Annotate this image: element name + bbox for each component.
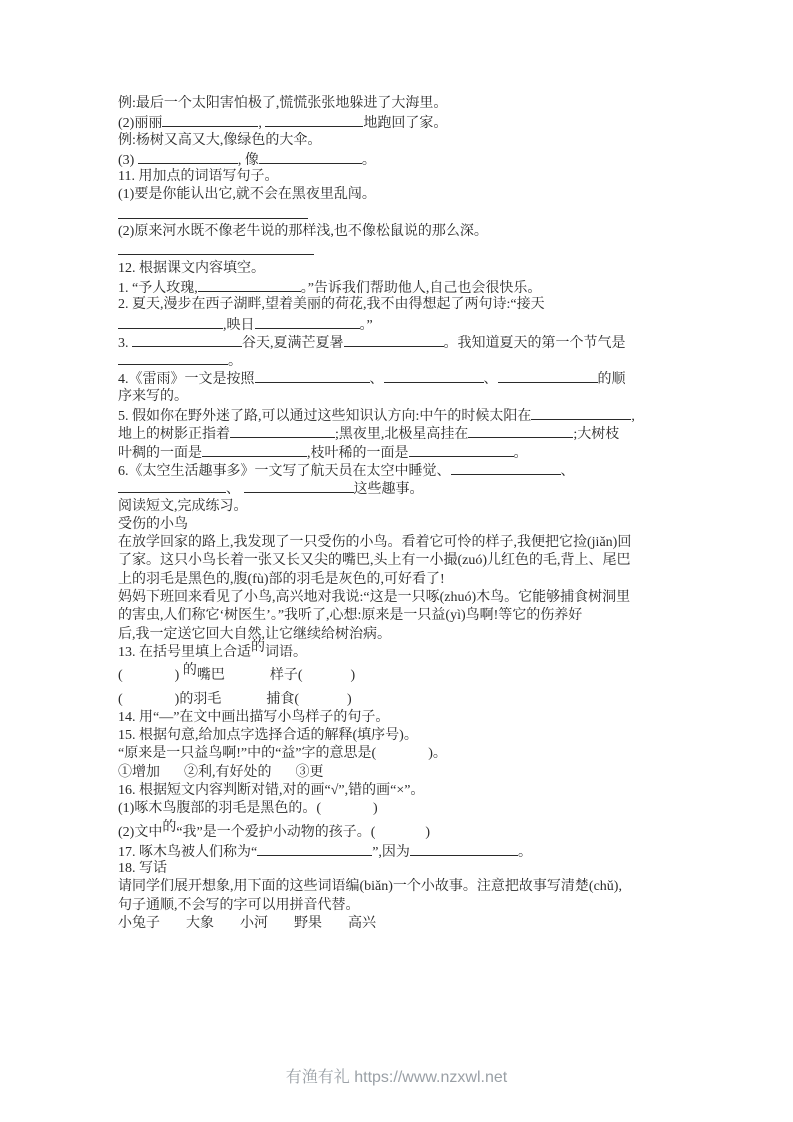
q13-heading <box>118 639 688 662</box>
doc-text: 14. 用“—”在文中画出描写小鸟样子的句子。 <box>118 709 390 725</box>
doc-text: 17. 啄木鸟被人们称为“ <box>118 844 258 860</box>
fill-in-blank-line <box>409 443 514 457</box>
fill-in-blank-line <box>118 205 308 219</box>
doc-text: 样子( <box>269 668 303 684</box>
doc-text: ) <box>174 668 183 684</box>
q12-item4-b <box>118 388 688 406</box>
doc-text: ) <box>347 691 352 707</box>
doc-text: 词语。 <box>265 644 307 660</box>
fill-in-blank-line <box>138 150 238 164</box>
doc-text: ( <box>118 691 123 707</box>
example-sentence-2 <box>118 132 688 150</box>
q18-word-list <box>118 915 688 933</box>
fill-in-blank-line <box>162 113 258 127</box>
footer-watermark <box>0 1064 793 1087</box>
q18-instruction-line1 <box>118 878 688 896</box>
doc-text: 嘴巴 <box>196 668 225 684</box>
doc-text: (2)原来河水既不像老牛说的那样浅,也不像松鼠说的那么深。 <box>118 224 488 240</box>
q11-item1-answer-line <box>118 205 688 223</box>
doc-text: ) <box>350 668 356 684</box>
fill-in-blank-line <box>451 461 561 475</box>
doc-text: (3) <box>118 152 138 168</box>
doc-text: “原来是一只益鸟啊!”中的“益”字的意思是( <box>118 746 377 762</box>
fill-in-blank-line <box>265 113 363 127</box>
doc-text: 句子通顺,不会写的字可以用拼音代替。 <box>118 897 360 913</box>
doc-text: 在放学回家的路上,我发现了一只受伤的小鸟。看着它可怜的样子,我便把它捡(jiǎn)回 <box>118 535 632 551</box>
doc-text: 地跑回了家。 <box>363 116 448 132</box>
q12-item6-b <box>118 479 688 497</box>
q12-item5-c <box>118 443 688 461</box>
fill-in-blank-line <box>118 351 228 365</box>
q11-item1 <box>118 186 688 204</box>
doc-text: 。”告诉我们帮助他人,自己也会很快乐。 <box>300 280 542 296</box>
doc-text: 16. 根据短文内容判断对错,对的画“√”,错的画“×”。 <box>118 782 425 798</box>
doc-text: 大象 <box>186 916 214 932</box>
watermark-text: 有渔有礼 https://www.nzxwl.net <box>285 1069 508 1086</box>
doc-text: (1)啄木鸟腹部的羽毛是黑色的。( <box>118 801 321 817</box>
doc-text: 、 <box>226 482 244 498</box>
fill-in-blank-line <box>531 406 631 420</box>
q12-item3-b <box>118 351 688 369</box>
doc-text: (2)丽丽 <box>118 116 163 132</box>
doc-text: ,映日 <box>223 317 255 333</box>
q10-item2 <box>118 113 688 131</box>
q14-heading <box>118 709 688 727</box>
q18-heading <box>118 860 688 878</box>
doc-text: 野果 <box>294 916 322 932</box>
passage-para1-line2 <box>118 552 688 570</box>
q16-item2 <box>118 819 688 842</box>
doc-text: 高兴 <box>348 916 376 932</box>
doc-text: 叶稠的一面是 <box>118 445 202 461</box>
passage-para2-line3 <box>118 626 688 644</box>
fill-in-blank-line <box>259 150 362 164</box>
doc-text: (2)文中 <box>118 824 163 840</box>
fill-in-blank-line <box>118 241 314 255</box>
doc-text: ③更 <box>295 764 324 780</box>
q18-instruction-line2 <box>118 897 688 915</box>
doc-text: 3. <box>118 335 132 351</box>
passage-para2-line2 <box>118 607 688 625</box>
doc-text: )的羽毛 <box>174 691 222 707</box>
doc-text: 这些趣事。 <box>353 482 424 498</box>
doc-text: 的害虫,人们称它‘树医生’。”我听了,心想:原来是一只益(yì)鸟啊!等它的伤养好 <box>118 608 583 624</box>
q13-row2 <box>118 691 688 709</box>
doc-text: 。 <box>228 354 242 370</box>
doc-text: (1)要是你能认出它,就不会在黑夜里乱闯。 <box>118 187 376 203</box>
passage-title <box>118 516 688 534</box>
fill-in-blank-line <box>498 369 598 383</box>
doc-text: ①增加 <box>118 764 160 780</box>
doc-text: , <box>258 116 266 132</box>
doc-text: 的顺 <box>597 372 626 388</box>
doc-text: 地上的树影正指着 <box>118 427 230 443</box>
doc-text: ;大树枝 <box>573 427 620 443</box>
q16-item1 <box>118 800 688 818</box>
doc-text: , <box>631 409 635 425</box>
fill-in-blank-line <box>384 369 484 383</box>
q12-item2-b <box>118 315 688 333</box>
doc-text: ;黑夜里,北极星高挂在 <box>335 427 469 443</box>
raised-char: 的 <box>182 663 197 679</box>
fill-in-blank-line <box>244 479 354 493</box>
doc-text: 12. 根据课文内容填空。 <box>118 260 265 276</box>
q12-item5-b <box>118 424 688 442</box>
doc-text: 18. 写话 <box>118 861 167 877</box>
doc-text: ②利,有好处的 <box>184 764 272 780</box>
doc-text: 上的羽毛是黑色的,腹(fù)部的羽毛是灰色的,可好看了! <box>118 571 445 587</box>
doc-text: 4.《雷雨》一文是按照 <box>118 372 255 388</box>
q12-item2-a <box>118 296 688 314</box>
fill-in-blank-line <box>198 278 301 292</box>
q11-item2-answer-line <box>118 241 688 259</box>
doc-text: 阅读短文,完成练习。 <box>118 498 248 514</box>
doc-text: 。我知道夏天的第一个节气是 <box>443 335 626 351</box>
doc-text: 11. 用加点的词语写句子。 <box>118 169 279 185</box>
fill-in-blank-line <box>255 369 370 383</box>
doc-text: 受伤的小鸟 <box>118 516 188 532</box>
doc-text: 13. 在括号里填上合适 <box>118 644 251 660</box>
q16-heading <box>118 782 688 800</box>
q15-question <box>118 745 688 763</box>
doc-text: )。 <box>428 746 447 762</box>
doc-text: 。 <box>513 445 528 461</box>
example-sentence-1 <box>118 95 688 113</box>
passage-para1-line3 <box>118 571 688 589</box>
q12-heading <box>118 260 688 278</box>
raised-char: 的 <box>162 819 177 835</box>
doc-text: 15. 根据句意,给加点字选择合适的解释(填序号)。 <box>118 728 418 744</box>
doc-text: 序来写的。 <box>118 388 188 404</box>
q12-item4-a <box>118 369 688 387</box>
fill-in-blank-line <box>132 333 242 347</box>
doc-text: 小兔子 <box>118 916 160 932</box>
worksheet-body <box>118 95 688 933</box>
q11-heading <box>118 168 688 186</box>
q15-heading <box>118 727 688 745</box>
q10-item3 <box>118 150 688 168</box>
doc-text: 。” <box>359 317 373 333</box>
fill-in-blank-line <box>344 333 444 347</box>
fill-in-blank-line <box>255 315 360 329</box>
doc-text: 。 <box>517 844 532 860</box>
fill-in-blank-line <box>202 443 307 457</box>
doc-text: 请同学们展开想象,用下面的这些词语编(biǎn)一个小故事。注意把故事写清楚(chǔ), <box>118 879 622 895</box>
doc-text: 例:杨树又高又大,像绿色的大伞。 <box>118 132 322 148</box>
doc-text: , 像 <box>237 152 259 168</box>
doc-text: ,枝叶稀的一面是 <box>307 445 409 461</box>
fill-in-blank-line <box>118 315 223 329</box>
doc-text: 了家。这只小鸟长着一张又长又尖的嘴巴,头上有一小撮(zuó)儿红色的毛,背上、尾巴 <box>118 553 631 569</box>
raised-char: 的 <box>251 639 265 655</box>
q12-item3-a <box>118 333 688 351</box>
doc-text: 1. “予人玫瑰, <box>118 280 198 296</box>
doc-text: “我”是一个爱护小动物的孩子。( <box>176 824 376 840</box>
doc-text: 、 <box>369 372 384 388</box>
q12-item1 <box>118 278 688 296</box>
q11-item2 <box>118 223 688 241</box>
fill-in-blank-line <box>410 842 518 856</box>
doc-text: ( <box>118 668 123 684</box>
doc-text: 。 <box>361 152 376 168</box>
doc-text: ) <box>425 824 431 840</box>
doc-text: 6.《太空生活趣事多》一文写了航天员在太空中睡觉、 <box>118 463 451 479</box>
fill-in-blank-line <box>230 424 335 438</box>
doc-text: 后,我一定送它回大自然,让它继续给树治病。 <box>118 626 391 642</box>
doc-text: 2. 夏天,漫步在西子湖畔,望着美丽的荷花,我不由得想起了两句诗:“接天 <box>118 297 545 313</box>
doc-text: 例:最后一个太阳害怕极了,慌慌张张地躲进了大海里。 <box>118 96 448 111</box>
doc-text: 、 <box>560 463 575 479</box>
reading-section-heading <box>118 498 688 516</box>
doc-text: 谷天,夏满芒夏暑 <box>242 335 344 351</box>
doc-text: ) <box>373 801 378 817</box>
doc-text: 捕食( <box>266 691 300 707</box>
q12-item5-a <box>118 406 688 424</box>
doc-text: ”,因为 <box>372 844 410 860</box>
passage-para1-line1 <box>118 534 688 552</box>
q12-item6-a <box>118 461 688 479</box>
fill-in-blank-line <box>468 424 573 438</box>
fill-in-blank-line <box>257 842 372 856</box>
doc-text: 小河 <box>240 916 268 932</box>
fill-in-blank-line <box>118 479 226 493</box>
doc-text: 妈妈下班回来看见了小鸟,高兴地对我说:“这是一只啄(zhuó)木鸟。它能够捕食树洞里 <box>118 590 631 606</box>
q17-line <box>118 842 688 860</box>
passage-para2-line1 <box>118 589 688 607</box>
q15-options <box>118 764 688 782</box>
doc-text: 5. 假如你在野外迷了路,可以通过这些知识认方向:中午的时候太阳在 <box>118 409 532 425</box>
q13-row1 <box>118 663 688 685</box>
doc-text: 、 <box>483 372 498 388</box>
